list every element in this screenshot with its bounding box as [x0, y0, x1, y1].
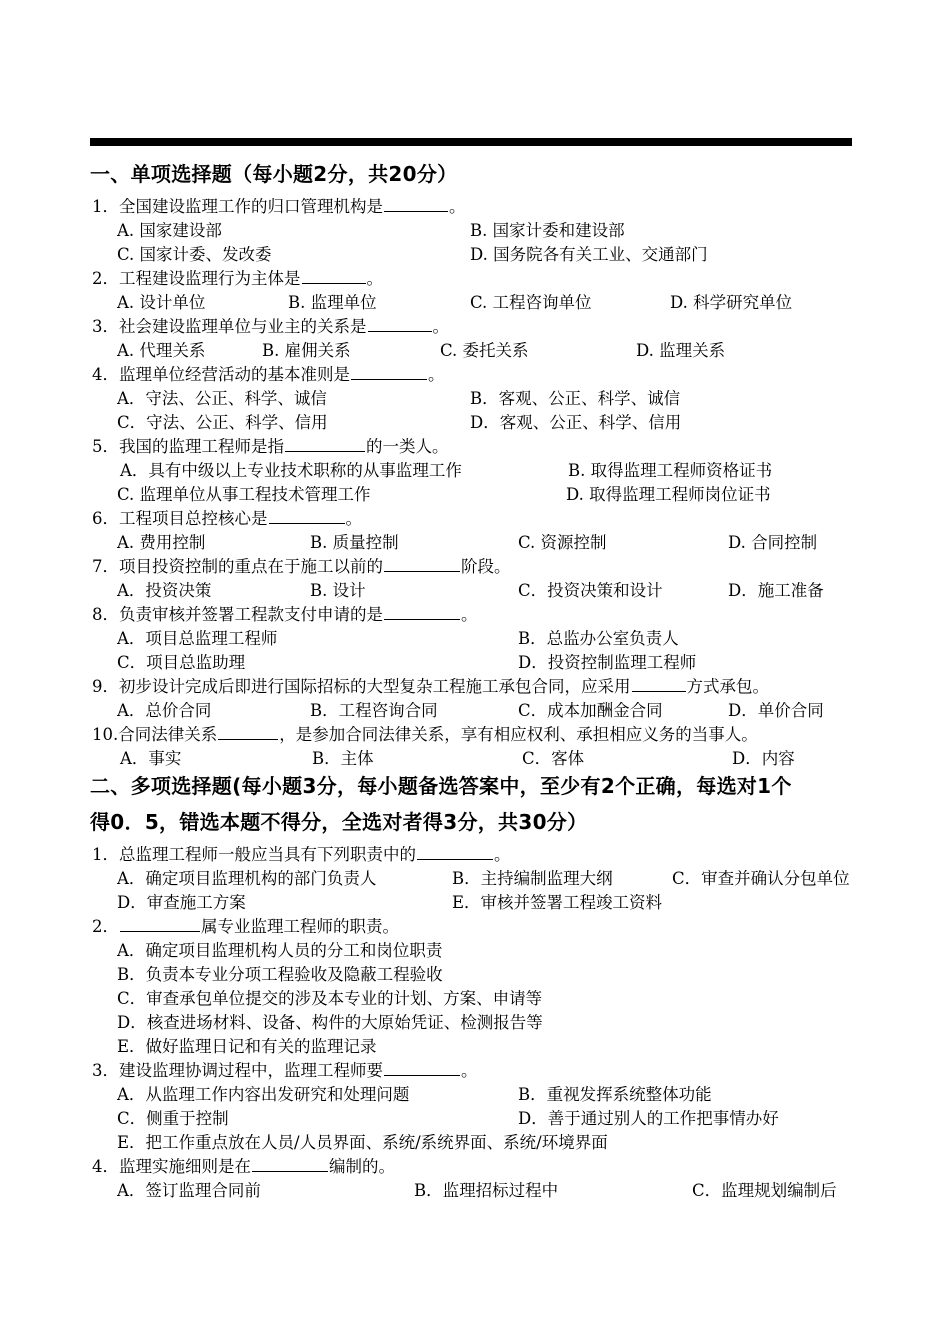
top-rule — [90, 138, 852, 146]
option: A．确定项目监理机构的部门负责人 — [117, 869, 377, 888]
option: D. 合同控制 — [728, 533, 818, 552]
option: D. 取得监理工程师岗位证书 — [566, 485, 771, 504]
option: D. 监理关系 — [636, 341, 726, 360]
option: C. 工程咨询单位 — [470, 293, 592, 312]
question-stem: 8．负责审核并签署工程款支付申请的是 。 — [92, 605, 478, 624]
option: D．施工准备 — [728, 581, 824, 600]
option: A．从监理工作内容出发研究和处理问题 — [117, 1085, 410, 1104]
option: E．把工作重点放在人员/人员界面、系统/系统界面、系统/环境界面 — [117, 1133, 608, 1152]
option: C．守法、公正、科学、信用 — [117, 413, 328, 432]
option: B．监理招标过程中 — [414, 1181, 559, 1200]
option: A．签订监理合同前 — [117, 1181, 261, 1200]
option: B. 质量控制 — [310, 533, 399, 552]
question-stem: 9．初步设计完成后即进行国际招标的大型复杂工程施工承包合同，应采用 方式承包。 — [92, 677, 769, 696]
option: C．审查承包单位提交的涉及本专业的计划、方案、申请等 — [117, 989, 543, 1008]
option: A．确定项目监理机构人员的分工和岗位职责 — [117, 941, 443, 960]
option: C．监理规划编制后 — [692, 1181, 837, 1200]
option: C. 监理单位从事工程技术管理工作 — [117, 485, 371, 504]
option: D. 国务院各有关工业、交通部门 — [470, 245, 708, 264]
question-stem: 2．工程建设监理行为主体是 。 — [92, 269, 383, 288]
option: D. 科学研究单位 — [670, 293, 793, 312]
option: B．客观、公正、科学、诚信 — [470, 389, 681, 408]
option: C．客体 — [522, 749, 585, 768]
section-2-title-line-1: 二、多项选择题(每小题3分，每小题备选答案中，至少有2个正确，每选对1个 — [90, 774, 792, 798]
option: C．成本加酬金合同 — [518, 701, 663, 720]
option: A．具有中级以上专业技术职称的从事监理工作 — [120, 461, 462, 480]
option: E．做好监理日记和有关的监理记录 — [117, 1037, 377, 1056]
option: B. 国家计委和建设部 — [470, 221, 625, 240]
option: B．主持编制监理大纲 — [452, 869, 613, 888]
option: B. 监理单位 — [288, 293, 377, 312]
option: B. 取得监理工程师资格证书 — [568, 461, 773, 480]
option: A. 费用控制 — [117, 533, 206, 552]
option: B. 雇佣关系 — [262, 341, 351, 360]
question-stem: 1．全国建设监理工作的归口管理机构是 。 — [92, 197, 466, 216]
option: B．重视发挥系统整体功能 — [518, 1085, 712, 1104]
option: D．单价合同 — [728, 701, 824, 720]
option: A．投资决策 — [117, 581, 212, 600]
question-stem: 5．我国的监理工程师是指 的一类人。 — [92, 437, 449, 456]
option: A．项目总监理工程师 — [117, 629, 278, 648]
option: C. 资源控制 — [518, 533, 607, 552]
question-stem: 3．社会建设监理单位与业主的关系是 。 — [92, 317, 449, 336]
option: D．核查进场材料、设备、构件的大原始凭证、检测报告等 — [117, 1013, 543, 1032]
option: C. 委托关系 — [440, 341, 529, 360]
question-stem: 4．监理实施细则是在 编制的。 — [92, 1157, 395, 1176]
option: D．投资控制监理工程师 — [518, 653, 697, 672]
question-stem: 2． 属专业监理工程师的职责。 — [92, 917, 399, 936]
option: B．总监办公室负责人 — [518, 629, 679, 648]
option: A. 设计单位 — [117, 293, 206, 312]
section-2-title-line-2: 得0．5，错选本题不得分，全选对者得3分，共30分） — [90, 810, 588, 834]
option: B．负责本专业分项工程验收及隐蔽工程验收 — [117, 965, 443, 984]
question-stem: 6．工程项目总控核心是 。 — [92, 509, 362, 528]
option: E．审核并签署工程竣工资料 — [452, 893, 663, 912]
option: B. 设计 — [310, 581, 366, 600]
question-stem: 10.合同法律关系 ，是参加合同法律关系，享有相应权利、承担相应义务的当事人。 — [92, 725, 758, 744]
option: C．项目总监助理 — [117, 653, 246, 672]
question-stem: 1．总监理工程师一般应当具有下列职责中的 。 — [92, 845, 511, 864]
option: D．内容 — [732, 749, 795, 768]
option: A. 代理关系 — [117, 341, 206, 360]
option: C．侧重于控制 — [117, 1109, 229, 1128]
question-stem: 4．监理单位经营活动的基本准则是 。 — [92, 365, 445, 384]
option: C. 国家计委、发改委 — [117, 245, 272, 264]
option: C．投资决策和设计 — [518, 581, 663, 600]
option: C．审查并确认分包单位 — [672, 869, 850, 888]
option: A．总价合同 — [117, 701, 212, 720]
option: B．工程咨询合同 — [310, 701, 438, 720]
question-stem: 7．项目投资控制的重点在于施工以前的 阶段。 — [92, 557, 511, 576]
question-stem: 3．建设监理协调过程中，监理工程师要 。 — [92, 1061, 478, 1080]
option: D．客观、公正、科学、信用 — [470, 413, 682, 432]
option: A．事实 — [120, 749, 182, 768]
option: B．主体 — [312, 749, 374, 768]
option: D．善于通过别人的工作把事情办好 — [518, 1109, 779, 1128]
option: A. 国家建设部 — [117, 221, 222, 240]
option: D．审查施工方案 — [117, 893, 246, 912]
option: A．守法、公正、科学、诚信 — [117, 389, 327, 408]
section-1-title: 一、单项选择题（每小题2分，共20分） — [90, 162, 458, 186]
